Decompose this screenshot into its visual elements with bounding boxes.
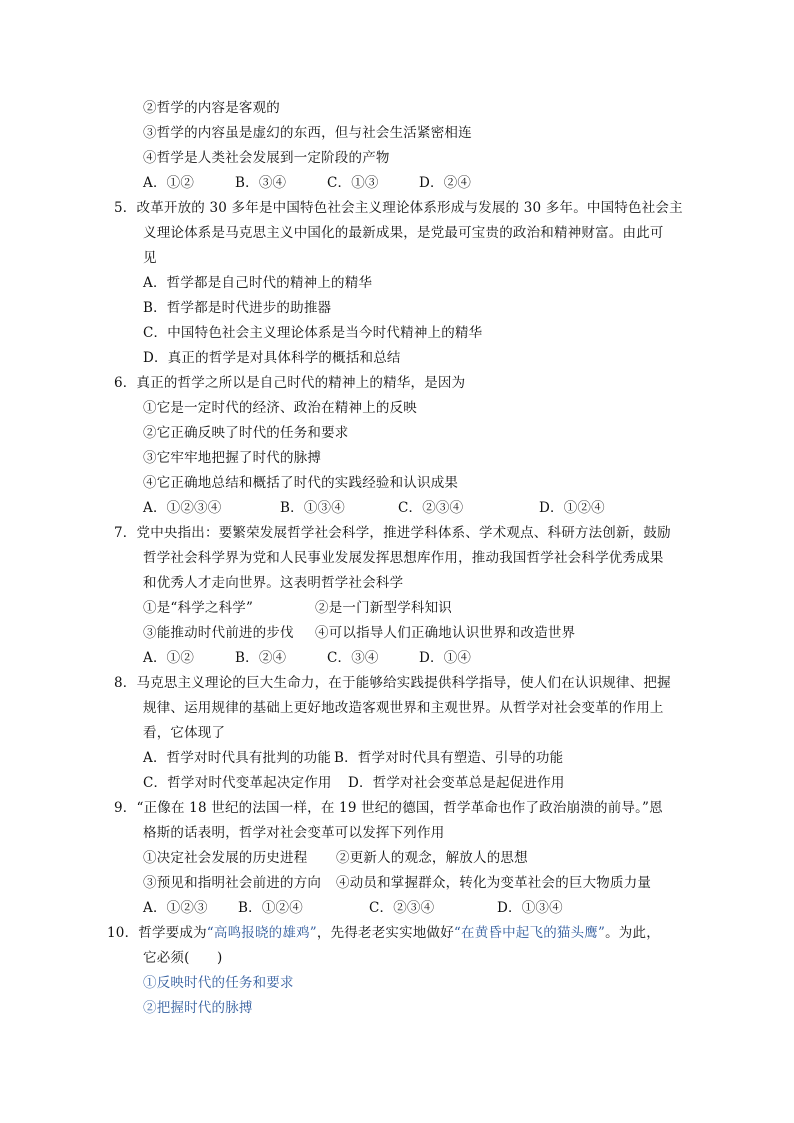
q4-item-3: ③哲学的内容虽是虚幻的东西，但与社会生活紧密相连: [143, 125, 472, 141]
q4-option-c: C．①③: [327, 175, 379, 191]
q6-option-b: B．①③④: [280, 500, 345, 516]
q4-option-a: A．①②: [143, 175, 195, 191]
q9-stem-line2: 格斯的话表明，哲学对社会变革可以发挥下列作用: [143, 825, 445, 841]
q7-option-c: C．③④: [327, 650, 379, 666]
q10-stem-suffix: 。为此，: [605, 925, 660, 941]
q9-item-4: ④动员和掌握群众，转化为变革社会的巨大物质力量: [336, 875, 652, 891]
q6-stem: 6．真正的哲学之所以是自己时代的精神上的精华，是因为: [114, 375, 466, 391]
q9-items-row2: [143, 873, 651, 893]
q5-stem-line2: 义理论体系是马克思主义中国化的最新成果，是党最可宝贵的政治和精神财富。由此可: [143, 225, 664, 241]
q5-option-b: B．哲学都是时代进步的助推器: [143, 300, 332, 316]
q7-option-d: D．①④: [419, 650, 472, 666]
q6-option-c: C．②③④: [398, 500, 464, 516]
q7-stem-line1: 7．党中央指出：要繁荣发展哲学社会科学，推进学科体系、学术观点、科研方法创新，鼓励: [114, 525, 671, 541]
q4-options: [143, 173, 471, 193]
q9-items-row1: [143, 848, 528, 868]
q10-item-2: ②把握时代的脉搏: [143, 1000, 253, 1016]
q7-item-4: ④可以指导人们正确地认识世界和改造世界: [315, 625, 576, 641]
q8-options-row1: [143, 748, 563, 768]
q8-option-c: C．哲学对时代变革起决定作用: [143, 775, 332, 791]
q7-stem-line2: 哲学社会科学界为党和人民事业发展发挥思想库作用，推动我国哲学社会科学优秀成果: [143, 550, 664, 566]
q6-item-2: ②它正确反映了时代的任务和要求: [143, 425, 349, 441]
q5-option-d: D．真正的哲学是对具体科学的概括和总结: [143, 350, 401, 366]
q8-option-b: B．哲学对时代具有塑造、引导的功能: [334, 750, 564, 766]
q5-stem-line3: 见: [143, 250, 157, 266]
q9-option-b: B．①②④: [238, 900, 303, 916]
q9-option-a: A．①②③: [143, 900, 208, 916]
q7-item-2: ②是一门新型学科知识: [315, 600, 452, 616]
q7-item-1: ①是“科学之科学”: [143, 600, 254, 616]
q6-option-a: A．①②③④: [143, 500, 222, 516]
q4-option-b: B．③④: [235, 175, 287, 191]
q7-item-3: ③能推动时代前进的步伐: [143, 625, 294, 641]
q7-items-row1: [143, 598, 452, 618]
q7-option-a: A．①②: [143, 650, 195, 666]
q8-stem-line3: 看，它体现了: [143, 725, 226, 741]
q7-stem-line3: 和优秀人才走向世界。这表明哲学社会科学: [143, 575, 404, 591]
q6-item-3: ③它牢牢地把握了时代的脉搏: [143, 450, 322, 466]
q4-item-4: ④哲学是人类社会发展到一定阶段的产物: [143, 150, 390, 166]
q8-options-row2: [143, 773, 565, 793]
q7-option-b: B．②④: [235, 650, 287, 666]
q7-items-row2: [143, 623, 575, 643]
q8-option-a: A．哲学对时代具有批判的功能: [143, 750, 332, 766]
q10-stem-quote2: “在黄昏中起飞的猫头鹰”: [453, 925, 606, 941]
q9-options: [143, 898, 563, 918]
q10-stem-prefix: 10．哲学要成为: [107, 925, 207, 941]
q9-item-2: ②更新人的观念，解放人的思想: [336, 850, 528, 866]
q9-item-1: ①决定社会发展的历史进程: [143, 850, 308, 866]
q5-option-a: A．哲学都是自己时代的精神上的精华: [143, 275, 373, 291]
q4-item-2: ②哲学的内容是客观的: [143, 100, 280, 116]
q10-stem-mid: ，先得老老实实地做好: [316, 925, 454, 941]
q8-stem-line2: 规律、运用规律的基础上更好地改造客观世界和主观世界。从哲学对社会变革的作用上: [143, 700, 664, 716]
q8-stem-line1: 8．马克思主义理论的巨大生命力，在于能够给实践提供科学指导，使人们在认识规律、把握: [114, 675, 671, 691]
q6-options: [143, 498, 605, 518]
q9-stem-line1: 9．“正像在 18 世纪的法国一样，在 19 世纪的德国，哲学革命也作了政治崩溃的前导。”恩: [114, 800, 663, 816]
q7-options: [143, 648, 471, 668]
q10-stem-line2: 它必须( ): [143, 950, 223, 966]
q5-stem-line1: 5．改革开放的 30 多年是中国特色社会主义理论体系形成与发展的 30 多年。中国特色社会主: [114, 200, 683, 216]
q10-stem-line1: [107, 923, 660, 943]
q6-item-4: ④它正确地总结和概括了时代的实践经验和认识成果: [143, 475, 459, 491]
q8-option-d: D．哲学对社会变革总是起促进作用: [348, 775, 565, 791]
q4-option-d: D．②④: [419, 175, 472, 191]
q9-option-d: D．①③④: [497, 900, 563, 916]
q10-item-1: ①反映时代的任务和要求: [143, 975, 294, 991]
q10-stem-quote1: “高鸣报晓的雄鸡”: [206, 925, 317, 941]
q9-option-c: C．②③④: [369, 900, 435, 916]
q6-item-1: ①它是一定时代的经济、政治在精神上的反映: [143, 400, 417, 416]
q5-option-c: C．中国特色社会主义理论体系是当今时代精神上的精华: [143, 325, 483, 341]
q9-item-3: ③预见和指明社会前进的方向: [143, 875, 322, 891]
q6-option-d: D．①②④: [539, 500, 605, 516]
